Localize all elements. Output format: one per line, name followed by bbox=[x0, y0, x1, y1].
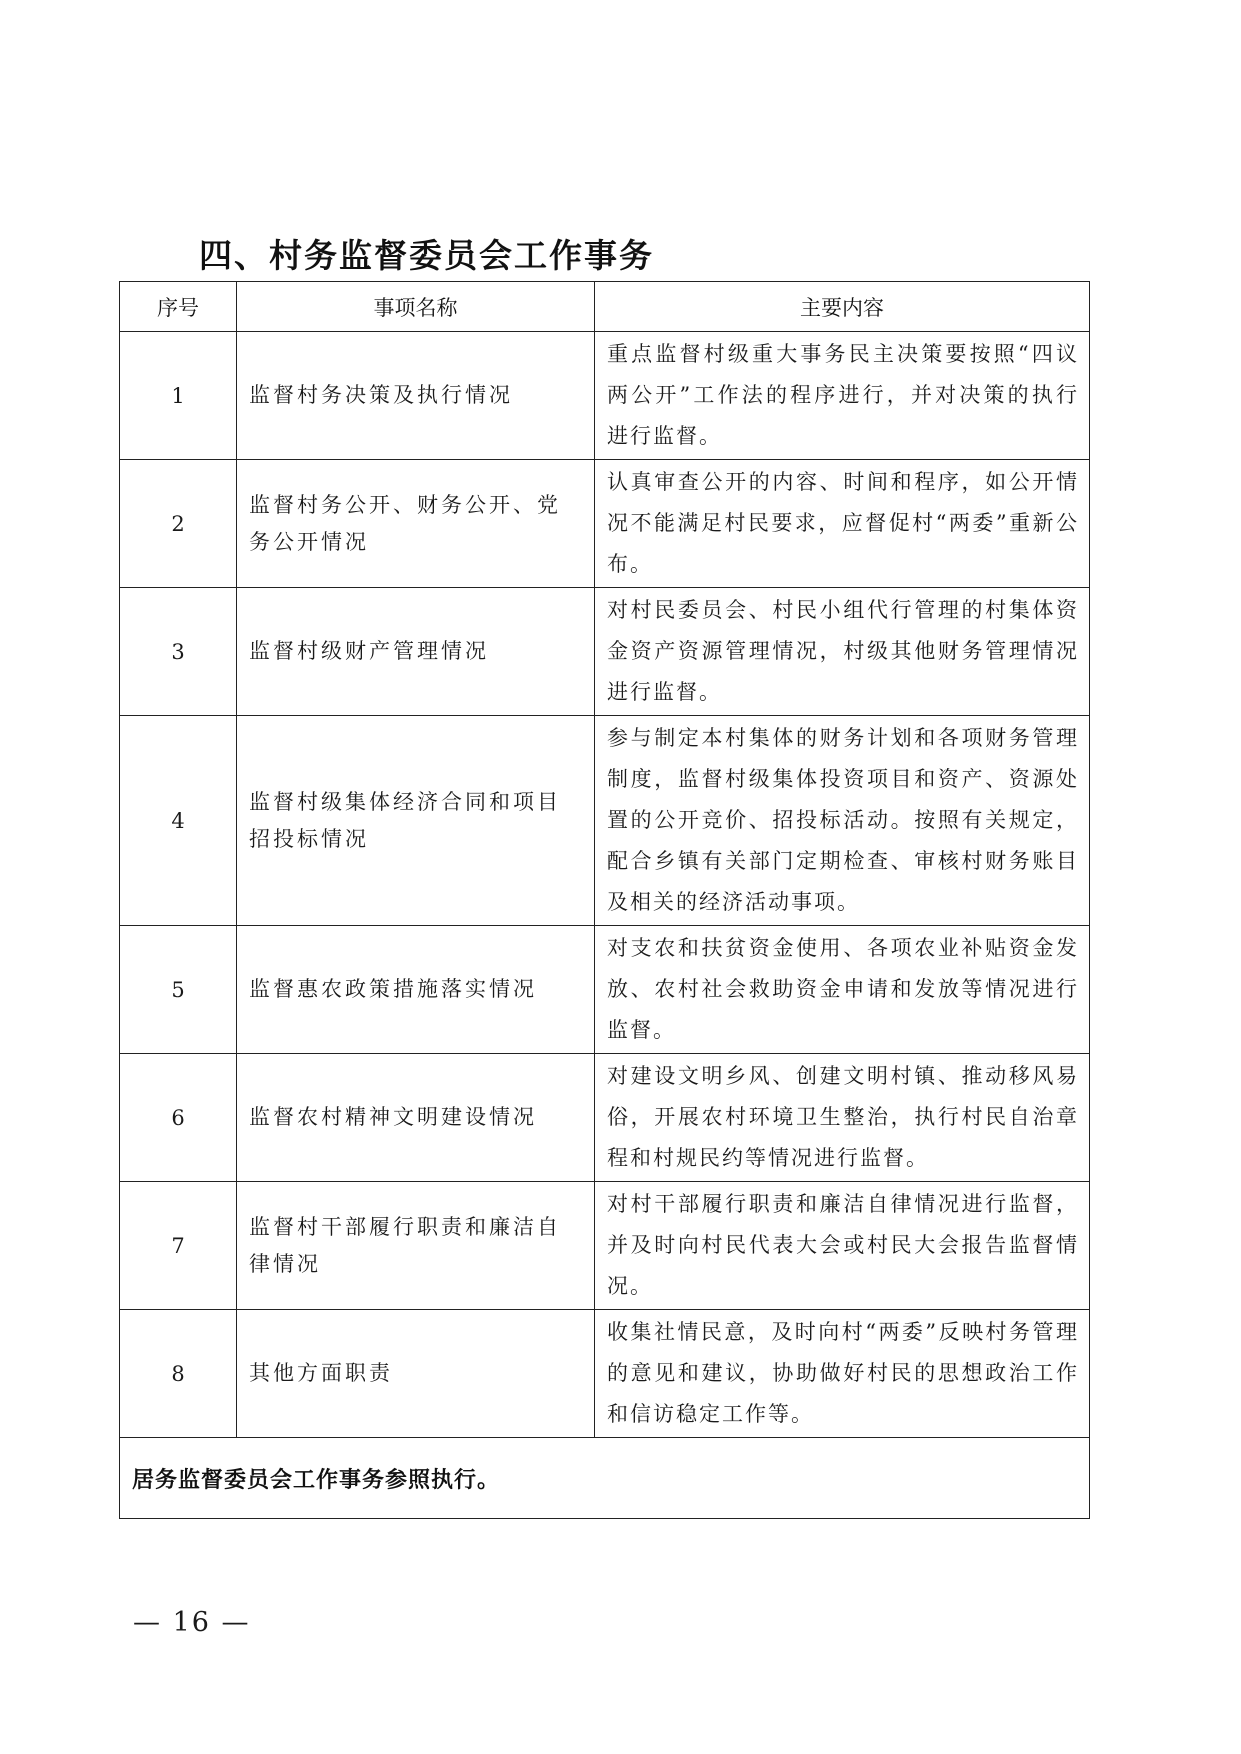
row-content: 对村民委员会、村民小组代行管理的村集体资金资产资源管理情况，村级其他财务管理情况进行监督。 bbox=[595, 588, 1090, 716]
table-row bbox=[120, 716, 1090, 926]
row-item-name: 监督村干部履行职责和廉洁自律情况 bbox=[237, 1182, 595, 1310]
row-item-name: 监督村务决策及执行情况 bbox=[237, 332, 595, 460]
header-item-name: 事项名称 bbox=[237, 282, 595, 332]
row-seq: 3 bbox=[120, 588, 237, 716]
page-number: — 16 — bbox=[133, 1607, 251, 1638]
row-seq: 7 bbox=[120, 1182, 237, 1310]
row-seq: 1 bbox=[120, 332, 237, 460]
table-row bbox=[120, 1182, 1090, 1310]
row-item-name: 监督惠农政策措施落实情况 bbox=[237, 926, 595, 1054]
row-item-name: 监督农村精神文明建设情况 bbox=[237, 1054, 595, 1182]
header-seq: 序号 bbox=[120, 282, 237, 332]
footnote: 居务监督委员会工作事务参照执行。 bbox=[120, 1438, 1090, 1519]
table-row bbox=[120, 926, 1090, 1054]
row-content: 参与制定本村集体的财务计划和各项财务管理制度，监督村级集体投资项目和资产、资源处置的公开竞价、招投标活动。按照有关规定，配合乡镇有关部门定期检查、审核村财务账目及相关的经济活动事项。 bbox=[595, 716, 1090, 926]
table-row bbox=[120, 1310, 1090, 1438]
row-seq: 2 bbox=[120, 460, 237, 588]
header-main-content: 主要内容 bbox=[595, 282, 1090, 332]
row-seq: 4 bbox=[120, 716, 237, 926]
row-seq: 8 bbox=[120, 1310, 237, 1438]
table-header-row bbox=[120, 282, 1090, 332]
row-content: 重点监督村级重大事务民主决策要按照“四议两公开”工作法的程序进行，并对决策的执行进行监督。 bbox=[595, 332, 1090, 460]
row-item-name: 监督村务公开、财务公开、党务公开情况 bbox=[237, 460, 595, 588]
duties-table bbox=[119, 281, 1090, 1519]
row-seq: 5 bbox=[120, 926, 237, 1054]
row-content: 对建设文明乡风、创建文明村镇、推动移风易俗，开展农村环境卫生整治，执行村民自治章程和村规民约等情况进行监督。 bbox=[595, 1054, 1090, 1182]
footnote-row bbox=[120, 1438, 1090, 1519]
table-row bbox=[120, 460, 1090, 588]
row-content: 对支农和扶贫资金使用、各项农业补贴资金发放、农村社会救助资金申请和发放等情况进行监督。 bbox=[595, 926, 1090, 1054]
row-item-name: 其他方面职责 bbox=[237, 1310, 595, 1438]
row-item-name: 监督村级财产管理情况 bbox=[237, 588, 595, 716]
table-row bbox=[120, 588, 1090, 716]
row-content: 认真审查公开的内容、时间和程序，如公开情况不能满足村民要求，应督促村“两委”重新公布。 bbox=[595, 460, 1090, 588]
row-item-name: 监督村级集体经济合同和项目招投标情况 bbox=[237, 716, 595, 926]
row-content: 收集社情民意，及时向村“两委”反映村务管理的意见和建议，协助做好村民的思想政治工作和信访稳定工作等。 bbox=[595, 1310, 1090, 1438]
table-row bbox=[120, 332, 1090, 460]
row-seq: 6 bbox=[120, 1054, 237, 1182]
table-row bbox=[120, 1054, 1090, 1182]
section-title: 四、村务监督委员会工作事务 bbox=[199, 236, 654, 275]
row-content: 对村干部履行职责和廉洁自律情况进行监督，并及时向村民代表大会或村民大会报告监督情况。 bbox=[595, 1182, 1090, 1310]
